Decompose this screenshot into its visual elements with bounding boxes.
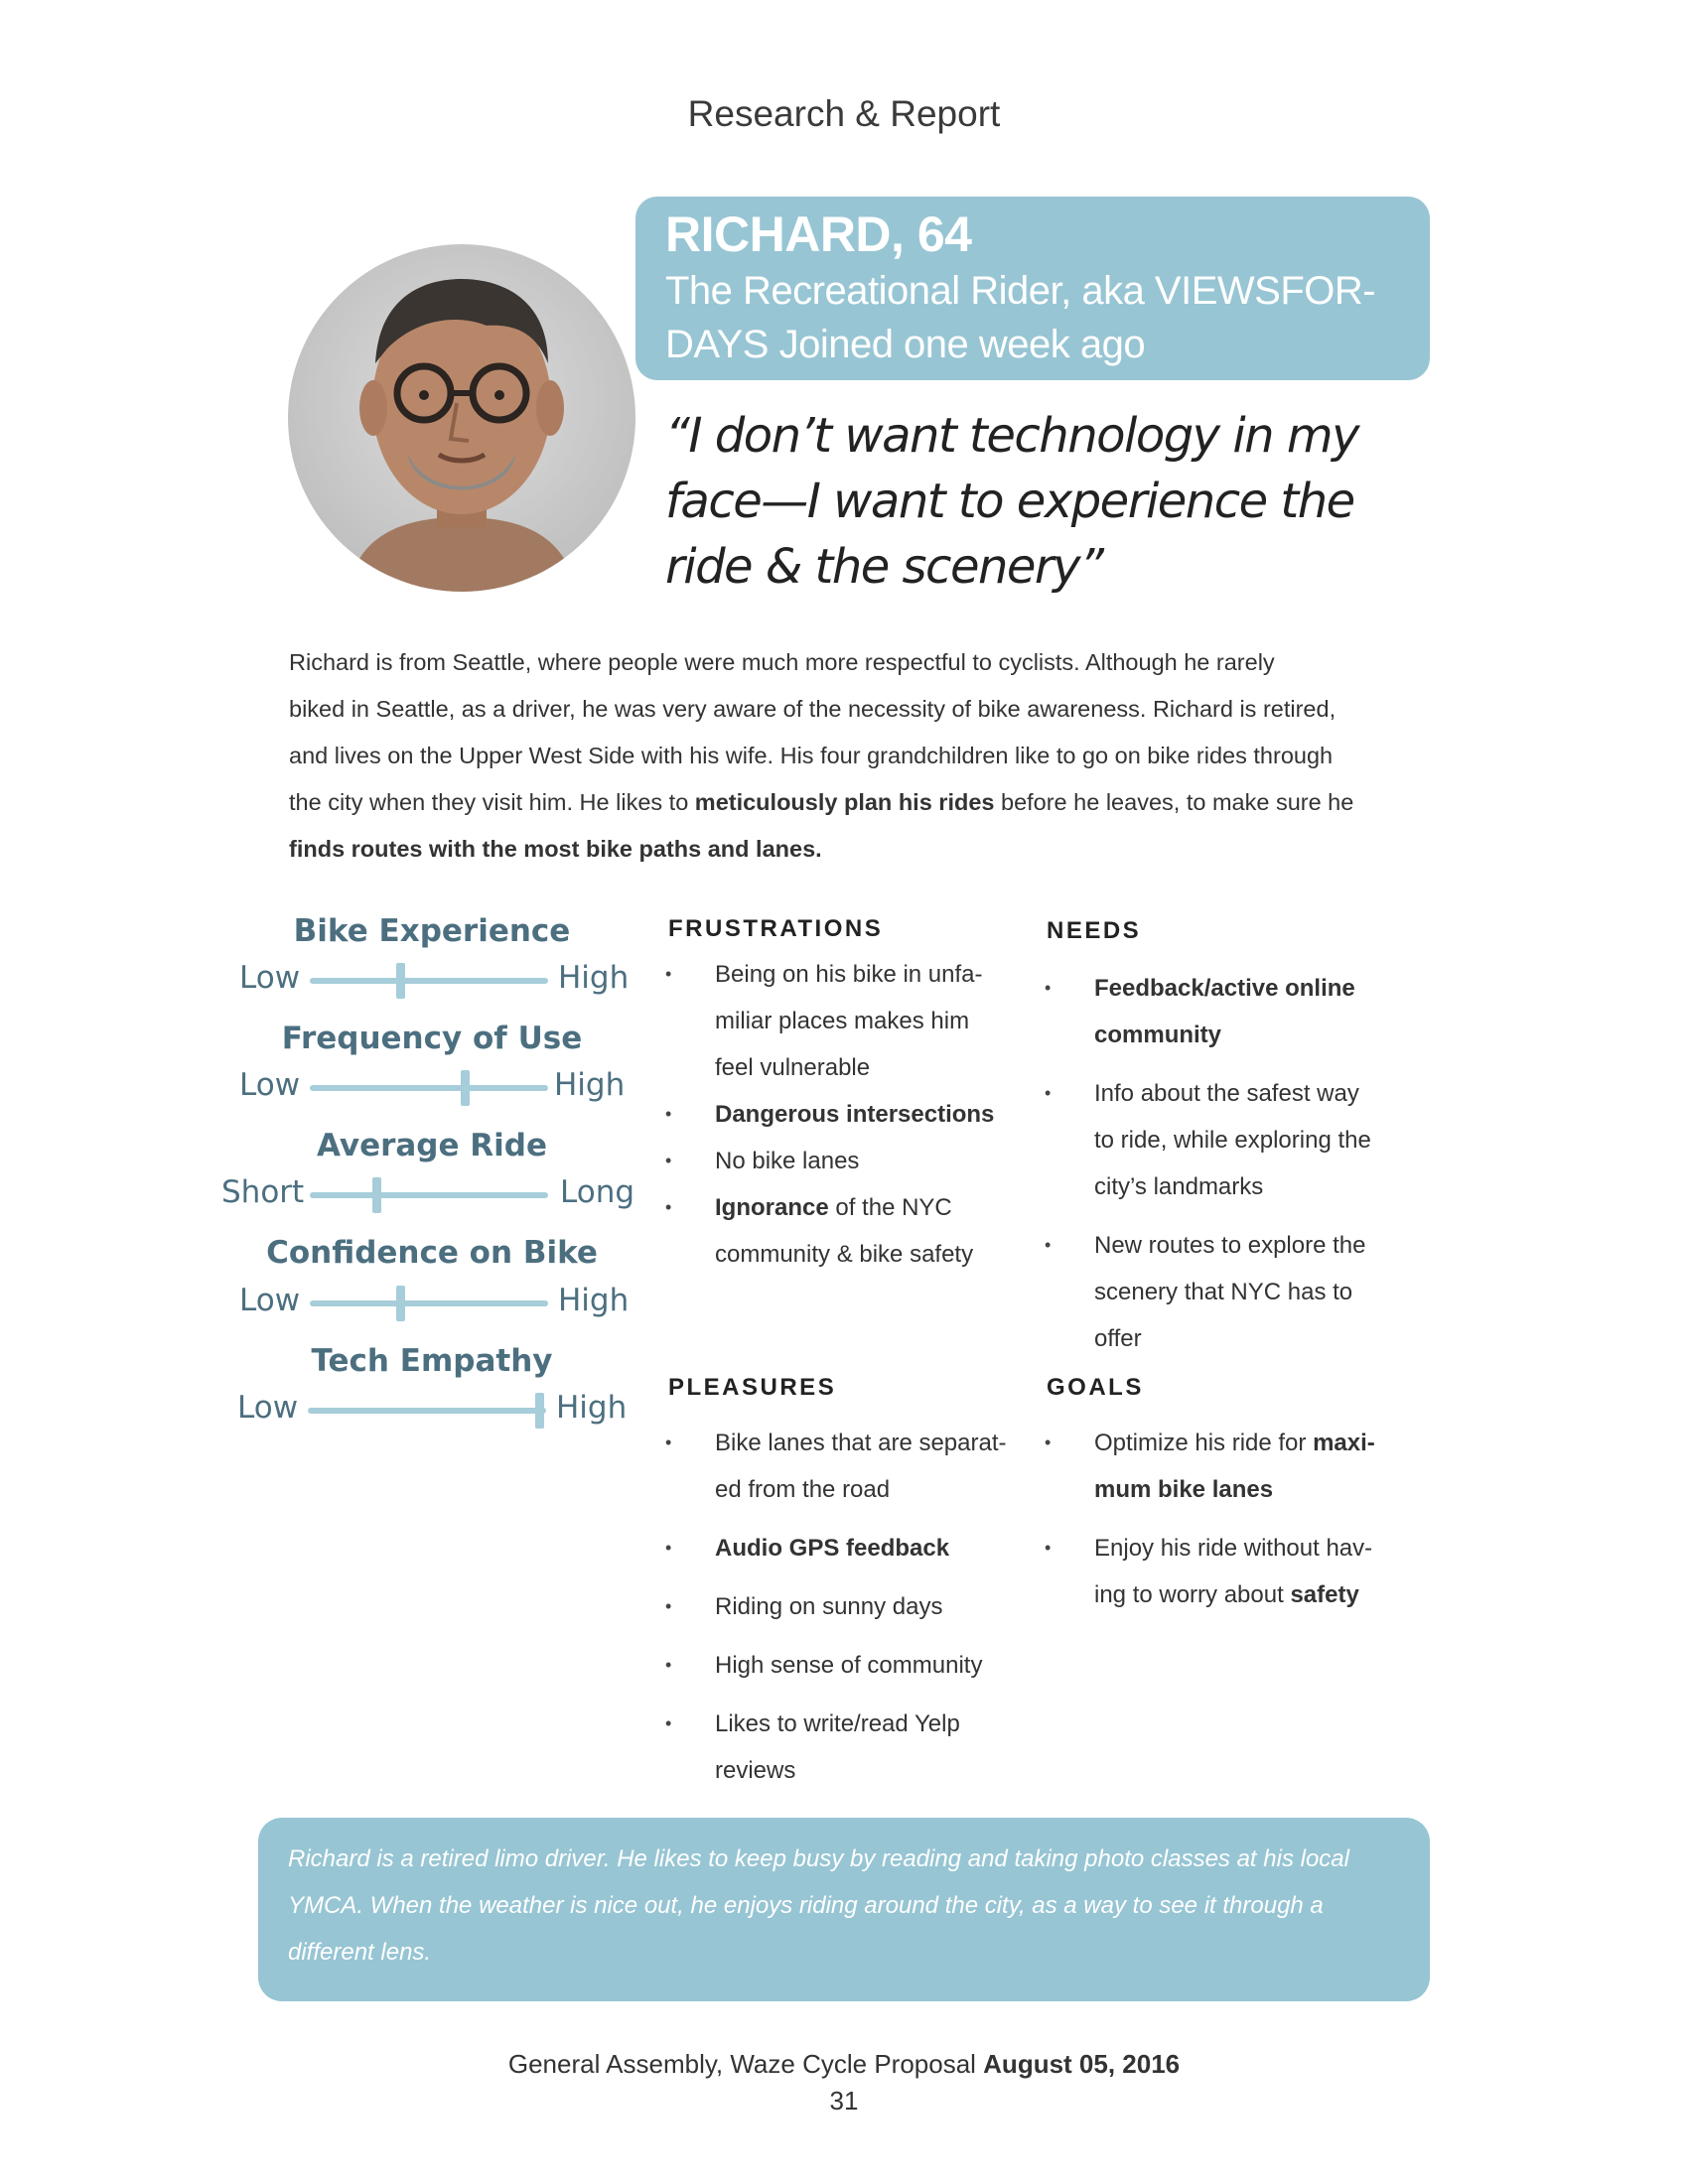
list-item-text: Info about the safest way bbox=[1094, 1080, 1359, 1107]
persona-intro-paragraph bbox=[289, 639, 1411, 873]
rating-high-label: High bbox=[558, 1283, 630, 1318]
bullet-icon: • bbox=[665, 1596, 672, 1616]
rating-slider-thumb bbox=[396, 1286, 405, 1321]
persona-name: RICHARD, 64 bbox=[665, 206, 972, 262]
list-item bbox=[665, 1642, 1043, 1689]
persona-subtitle-line-1: The Recreational Rider, aka VIEWSFOR- bbox=[665, 269, 1376, 313]
pleasures-heading: PLEASURES bbox=[668, 1374, 837, 1401]
footer-date: August 05, 2016 bbox=[983, 2049, 1181, 2079]
rating-slider-thumb bbox=[535, 1393, 544, 1429]
rating-slider-track bbox=[308, 1408, 546, 1414]
rating-title: Average Ride bbox=[316, 1128, 548, 1163]
rating-low-label: Short bbox=[221, 1174, 305, 1210]
rating-slider-track bbox=[310, 1300, 548, 1306]
list-item-text: scenery that NYC has to bbox=[1094, 1279, 1353, 1305]
list-item-emphasis: safety bbox=[1290, 1581, 1359, 1608]
rating-low-label: Low bbox=[237, 1390, 299, 1426]
rating-low-label: Low bbox=[239, 960, 301, 996]
bullet-icon: • bbox=[665, 1655, 672, 1675]
rating-low-label: Low bbox=[239, 1067, 301, 1103]
intro-text: the city when they visit him. He likes to bbox=[289, 789, 695, 815]
list-item bbox=[1045, 1222, 1422, 1362]
page-number: 31 bbox=[829, 2086, 859, 2116]
quote-line-1: “I don’t want technology in my bbox=[665, 408, 1359, 464]
rating-slider-track bbox=[310, 978, 548, 984]
list-item bbox=[665, 1138, 1043, 1184]
bullet-icon: • bbox=[1045, 1083, 1052, 1103]
bullet-icon: • bbox=[665, 1713, 672, 1733]
bio-line: YMCA. When the weather is nice out, he enjoys riding around the city, as a way to see it through a bbox=[288, 1892, 1324, 1919]
intro-line bbox=[289, 779, 1411, 826]
intro-line: and lives on the Upper West Side with his wife. His four grandchildren like to go on bike rides through bbox=[289, 743, 1334, 768]
rating-high-label: High bbox=[558, 960, 630, 996]
list-item-text: New routes to explore the bbox=[1094, 1232, 1366, 1259]
bullet-icon: • bbox=[665, 964, 672, 984]
bio-line: different lens. bbox=[288, 1939, 432, 1966]
list-item-text: of the NYC bbox=[828, 1194, 952, 1221]
list-item bbox=[1045, 1420, 1422, 1513]
intro-text: before he leaves, to make sure he bbox=[994, 789, 1354, 815]
persona-subtitle-line-2: DAYS Joined one week ago bbox=[665, 323, 1146, 366]
rating-title: Confidence on Bike bbox=[266, 1235, 598, 1271]
rating-title: Bike Experience bbox=[293, 913, 571, 949]
rating-high-label: Long bbox=[560, 1174, 635, 1210]
list-item-text: miliar places makes him bbox=[715, 1008, 970, 1034]
bullet-icon: • bbox=[665, 1197, 672, 1217]
list-item bbox=[665, 951, 1043, 1091]
needs-list bbox=[1045, 965, 1422, 1362]
list-item bbox=[665, 1525, 1043, 1571]
list-item bbox=[665, 1583, 1043, 1630]
list-item-text: Audio GPS feedback bbox=[715, 1535, 950, 1562]
bullet-icon: • bbox=[665, 1151, 672, 1170]
list-item-text: feel vulnerable bbox=[715, 1054, 871, 1081]
list-item bbox=[665, 1091, 1043, 1138]
list-item-text: city’s landmarks bbox=[1094, 1173, 1264, 1200]
list-item-text: ed from the road bbox=[715, 1476, 891, 1503]
list-item-text: Feedback/active online bbox=[1094, 975, 1355, 1002]
rating-high-label: High bbox=[554, 1067, 626, 1103]
bullet-icon: • bbox=[1045, 1235, 1052, 1255]
rating-low-label: Low bbox=[239, 1283, 301, 1318]
persona-bio-card bbox=[258, 1818, 1430, 2001]
list-item-text: Optimize his ride for bbox=[1094, 1430, 1314, 1456]
list-item-text: Riding on sunny days bbox=[715, 1593, 943, 1620]
bio-line: Richard is a retired limo driver. He likes to keep busy by reading and taking photo classes at his local bbox=[288, 1845, 1349, 1872]
rating-high-label: High bbox=[556, 1390, 628, 1426]
bullet-icon: • bbox=[1045, 1538, 1052, 1558]
intro-line bbox=[289, 826, 1411, 873]
list-item-text: offer bbox=[1094, 1325, 1142, 1352]
rating-title: Frequency of Use bbox=[281, 1021, 583, 1056]
frustrations-list bbox=[665, 951, 1043, 1278]
intro-emphasis: finds routes with the most bike paths and lanes. bbox=[289, 836, 822, 862]
list-item bbox=[665, 1701, 1043, 1794]
rating-slider-track bbox=[310, 1085, 548, 1091]
rating-slider-thumb bbox=[461, 1070, 470, 1106]
list-item bbox=[665, 1420, 1043, 1513]
persona-quote bbox=[665, 403, 1420, 600]
list-item-text: reviews bbox=[715, 1757, 796, 1784]
list-item-text: Likes to write/read Yelp bbox=[715, 1710, 960, 1737]
goals-heading: GOALS bbox=[1047, 1374, 1144, 1401]
list-item-text: ing to worry about bbox=[1094, 1581, 1291, 1608]
persona-name-card bbox=[635, 197, 1430, 380]
bullet-icon: • bbox=[665, 1104, 672, 1124]
rating-slider-track bbox=[310, 1192, 548, 1198]
frustrations-heading: FRUSTRATIONS bbox=[668, 915, 884, 942]
intro-emphasis: meticulously plan his rides bbox=[694, 789, 995, 815]
list-item-emphasis: mum bike lanes bbox=[1094, 1476, 1274, 1503]
page-footer bbox=[0, 2049, 1688, 2080]
list-item bbox=[1045, 1070, 1422, 1210]
rating-slider-thumb bbox=[396, 963, 405, 999]
list-item-text: Bike lanes that are separat- bbox=[715, 1430, 1007, 1456]
list-item-emphasis: maxi- bbox=[1313, 1430, 1375, 1456]
page-header-title: Research & Report bbox=[687, 93, 1001, 134]
intro-line: biked in Seattle, as a driver, he was very aware of the necessity of bike awareness. Richard is retired, bbox=[289, 696, 1336, 722]
list-item-text: community bbox=[1094, 1022, 1222, 1048]
intro-line: Richard is from Seattle, where people were much more respectful to cyclists. Although he rarely bbox=[289, 649, 1275, 675]
needs-heading: NEEDS bbox=[1047, 917, 1142, 944]
list-item-emphasis: Ignorance bbox=[715, 1194, 829, 1221]
list-item-text: Enjoy his ride without hav- bbox=[1094, 1535, 1373, 1562]
rating-slider-thumb bbox=[372, 1177, 381, 1213]
list-item-text: Dangerous intersections bbox=[715, 1101, 995, 1128]
bullet-icon: • bbox=[665, 1538, 672, 1558]
list-item bbox=[1045, 965, 1422, 1058]
list-item-text: to ride, while exploring the bbox=[1094, 1127, 1371, 1154]
list-item bbox=[665, 1184, 1043, 1278]
persona-avatar bbox=[288, 244, 635, 592]
quote-line-3: ride & the scenery” bbox=[665, 539, 1103, 595]
rating-title: Tech Empathy bbox=[311, 1343, 553, 1379]
quote-line-2: face—I want to experience the bbox=[665, 474, 1354, 529]
pleasures-list bbox=[665, 1420, 1043, 1794]
list-item-text: High sense of community bbox=[715, 1652, 983, 1679]
list-item-text: community & bike safety bbox=[715, 1241, 974, 1268]
footer-text: General Assembly, Waze Cycle Proposal bbox=[507, 2049, 984, 2079]
bullet-icon: • bbox=[1045, 1433, 1052, 1452]
goals-list bbox=[1045, 1420, 1422, 1618]
list-item bbox=[1045, 1525, 1422, 1618]
bullet-icon: • bbox=[1045, 978, 1052, 998]
list-item-text: No bike lanes bbox=[715, 1148, 860, 1174]
bullet-icon: • bbox=[665, 1433, 672, 1452]
list-item-text: Being on his bike in unfa- bbox=[715, 961, 983, 988]
